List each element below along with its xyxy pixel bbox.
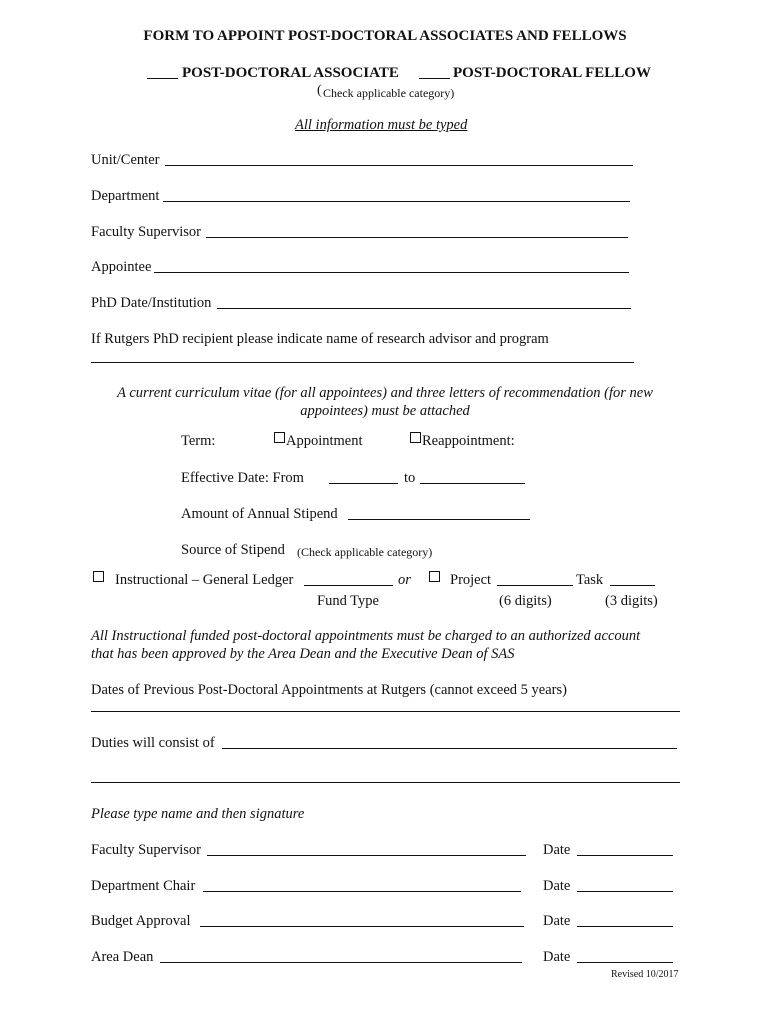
revised-date: Revised 10/2017 xyxy=(611,969,679,980)
effective-from-field[interactable] xyxy=(329,483,398,484)
sig-budget-approval-label: Budget Approval xyxy=(91,913,191,929)
instructional-notice-line1: All Instructional funded post-doctoral appointments must be charged to an authorized account xyxy=(91,628,641,644)
phd-date-label: PhD Date/Institution xyxy=(91,295,212,311)
unit-center-label: Unit/Center xyxy=(91,152,160,168)
duties-label: Duties will consist of xyxy=(91,735,215,751)
project-label: Project xyxy=(450,572,492,588)
or-label: or xyxy=(398,572,411,588)
sig-faculty-supervisor-field[interactable] xyxy=(207,855,526,856)
effective-to-label: to xyxy=(404,470,416,486)
cv-notice-line1: A current curriculum vitae (for all appointees) and three letters of recommendation (for new xyxy=(117,385,653,401)
research-advisor-field[interactable] xyxy=(91,362,634,363)
cv-notice-line2: appointees) must be attached xyxy=(300,403,470,419)
associate-check-line[interactable] xyxy=(147,78,178,79)
sig-department-chair-date-field[interactable] xyxy=(577,891,673,892)
category-fellow: POST-DOCTORAL FELLOW xyxy=(453,65,651,81)
stipend-amount-field[interactable] xyxy=(348,519,530,520)
sig-faculty-supervisor-label: Faculty Supervisor xyxy=(91,842,201,858)
appointee-field[interactable] xyxy=(154,272,629,273)
category-hint-paren: ( xyxy=(317,83,322,98)
sig-budget-approval-date-label: Date xyxy=(543,913,571,929)
task-field[interactable] xyxy=(610,585,655,586)
instructional-label: Instructional – General Ledger xyxy=(115,572,294,588)
stipend-source-label: Source of Stipend xyxy=(181,542,285,558)
effective-date-label: Effective Date: From xyxy=(181,470,304,486)
duties-field-2[interactable] xyxy=(91,782,680,783)
project-checkbox[interactable] xyxy=(429,571,440,582)
category-associate: POST-DOCTORAL ASSOCIATE xyxy=(182,65,399,81)
previous-appointments-field[interactable] xyxy=(91,711,680,712)
sig-department-chair-field[interactable] xyxy=(203,891,521,892)
appointment-label: Appointment xyxy=(286,433,363,449)
sig-area-dean-label: Area Dean xyxy=(91,949,154,965)
faculty-supervisor-label: Faculty Supervisor xyxy=(91,224,201,240)
category-hint: Check applicable category) xyxy=(323,86,455,100)
sig-department-chair-date-label: Date xyxy=(543,878,571,894)
effective-to-field[interactable] xyxy=(420,483,525,484)
department-label: Department xyxy=(91,188,160,204)
task-label: Task xyxy=(576,572,604,588)
previous-appointments-label: Dates of Previous Post-Doctoral Appointments at Rutgers (cannot exceed 5 years) xyxy=(91,682,567,698)
stipend-source-hint: (Check applicable category) xyxy=(297,545,433,559)
stipend-amount-label: Amount of Annual Stipend xyxy=(181,506,338,522)
sig-budget-approval-date-field[interactable] xyxy=(577,926,673,927)
six-digits-label: (6 digits) xyxy=(499,593,552,609)
instructional-notice-line2: that has been approved by the Area Dean and the Executive Dean of SAS xyxy=(91,646,515,662)
appointment-checkbox[interactable] xyxy=(274,432,285,443)
typed-notice: All information must be typed xyxy=(295,117,468,133)
duties-field-1[interactable] xyxy=(222,748,677,749)
fellow-check-line[interactable] xyxy=(419,78,450,79)
sig-faculty-supervisor-date-field[interactable] xyxy=(577,855,673,856)
appointee-label: Appointee xyxy=(91,259,152,275)
reappointment-checkbox[interactable] xyxy=(410,432,421,443)
rutgers-phd-label: If Rutgers PhD recipient please indicate name of research advisor and program xyxy=(91,331,549,347)
phd-date-field[interactable] xyxy=(217,308,631,309)
three-digits-label: (3 digits) xyxy=(605,593,658,609)
project-field[interactable] xyxy=(497,585,573,586)
form-title: FORM TO APPOINT POST-DOCTORAL ASSOCIATES AND FELLOWS xyxy=(143,28,627,44)
fund-type-label: Fund Type xyxy=(317,593,379,609)
signature-instruction: Please type name and then signature xyxy=(91,806,305,822)
sig-faculty-supervisor-date-label: Date xyxy=(543,842,571,858)
term-label: Term: xyxy=(181,433,216,449)
reappointment-label: Reappointment: xyxy=(422,433,515,449)
sig-area-dean-date-label: Date xyxy=(543,949,571,965)
instructional-checkbox[interactable] xyxy=(93,571,104,582)
sig-area-dean-date-field[interactable] xyxy=(577,962,673,963)
sig-area-dean-field[interactable] xyxy=(160,962,522,963)
fund-type-field[interactable] xyxy=(304,585,393,586)
department-field[interactable] xyxy=(163,201,630,202)
sig-budget-approval-field[interactable] xyxy=(200,926,524,927)
sig-department-chair-label: Department Chair xyxy=(91,878,196,894)
unit-center-field[interactable] xyxy=(165,165,633,166)
faculty-supervisor-field[interactable] xyxy=(206,237,628,238)
